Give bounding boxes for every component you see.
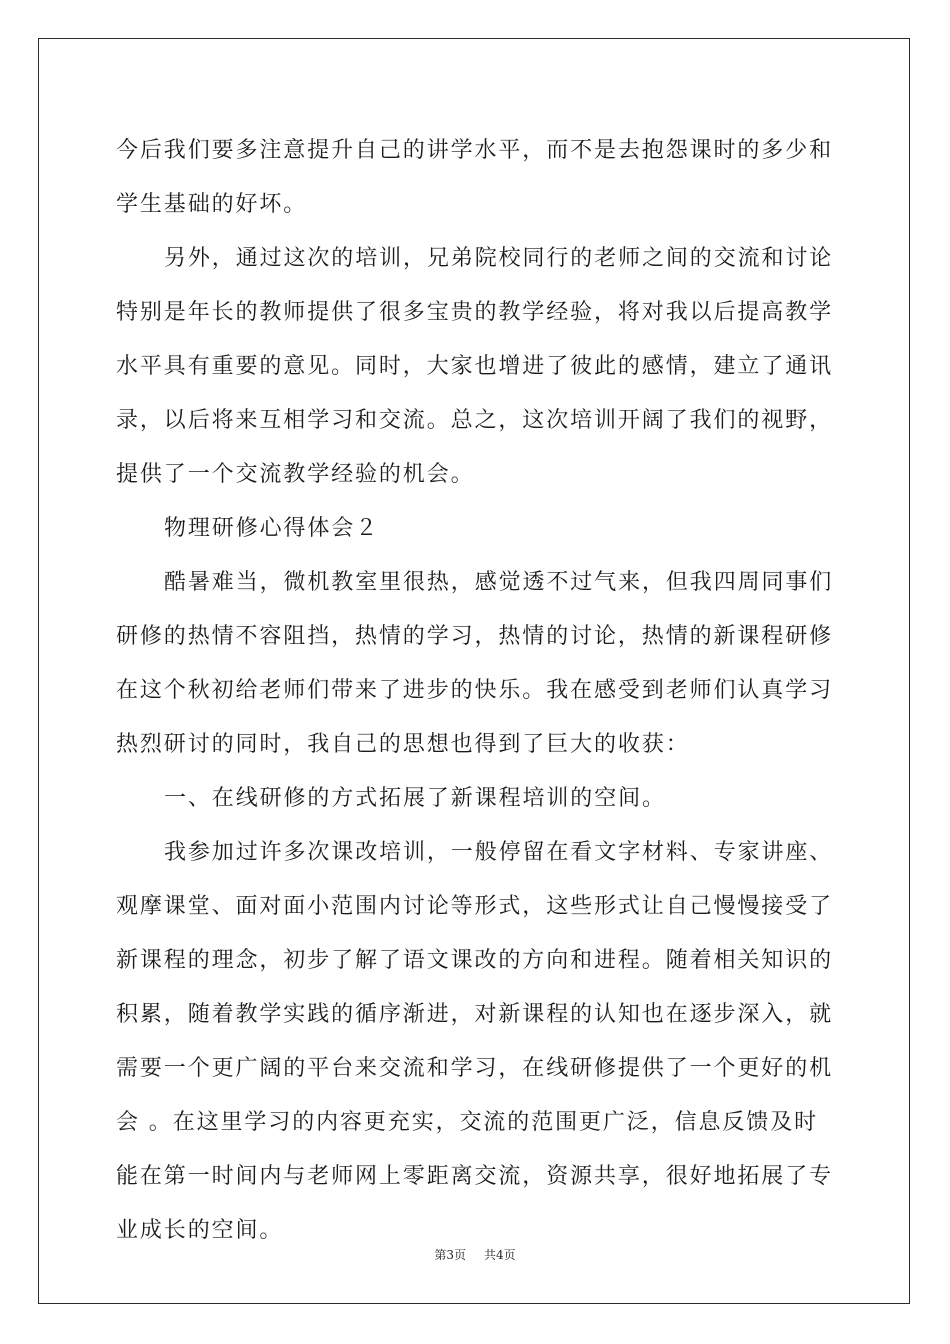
text-line: 研修的热情不容阻挡，热情的学习，热情的讨论，热情的新课程研修 [116,624,834,649]
text-line: 观摩课堂、面对面小范围内讨论等形式，这些形式让自己慢慢接受了 [116,894,834,919]
text-line: 另外，通过这次的培训，兄弟院校同行的老师之间的交流和讨论 [164,246,834,271]
text-line: 特别是年长的教师提供了很多宝贵的教学经验，将对我以后提高教学 [116,300,834,325]
section-heading: 物理研修心得体会２ [164,516,380,541]
page-footer [0,1246,950,1263]
text-line: 能在第一时间内与老师网上零距离交流，资源共享，很好地拓展了专 [116,1164,834,1189]
text-line: 新课程的理念，初步了解了语文课改的方向和进程。随着相关知识的 [116,948,834,973]
document-body [116,124,836,1258]
subheading: 一、在线研修的方式拓展了新课程培训的空间。 [164,786,666,811]
page-number: 第3页 [434,1248,466,1262]
text-line: 需要一个更广阔的平台来交流和学习，在线研修提供了一个更好的机 [116,1056,834,1081]
text-line: 录，以后将来互相学习和交流。总之，这次培训开阔了我们的视野， [116,408,834,433]
text-line: 酷暑难当，微机教室里很热，感觉透不过气来，但我四周同事们 [164,570,834,595]
text-line: 我参加过许多次课改培训，一般停留在看文字材料、专家讲座、 [164,840,834,865]
text-line: 会 。在这里学习的内容更充实，交流的范围更广泛，信息反馈及时 [116,1110,818,1135]
text-line: 今后我们要多注意提升自己的讲学水平，而不是去抱怨课时的多少和 [116,138,834,163]
text-line: 积累，随着教学实践的循序渐进，对新课程的认知也在逐步深入，就 [116,1002,834,1027]
text-line: 热烈研讨的同时，我自己的思想也得到了巨大的收获： [116,732,690,757]
text-line: 在这个秋初给老师们带来了进步的快乐。我在感受到老师们认真学习 [116,678,834,703]
text-line: 学生基础的好坏。 [116,192,308,217]
text-line: 提供了一个交流教学经验的机会。 [116,462,475,487]
text-line: 业成长的空间。 [116,1218,284,1243]
page-total: 共4页 [484,1248,516,1262]
text-line: 水平具有重要的意见。同时，大家也增进了彼此的感情，建立了通讯 [116,354,834,379]
